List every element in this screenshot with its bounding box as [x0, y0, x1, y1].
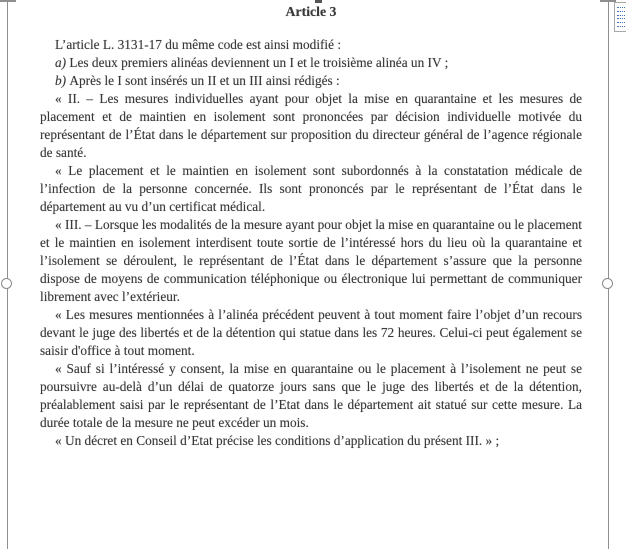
dotted-line	[617, 11, 626, 12]
paragraph-text: « Un décret en Conseil d’Etat précise les conditions d’application du présent III. » ;	[55, 433, 500, 448]
dotted-line	[617, 7, 626, 8]
dotted-line	[617, 18, 626, 19]
article-heading: Article 3	[285, 4, 337, 19]
paragraph-text: « II. – Les mesures individuelles ayant pour objet la mise en quarantaine et les mesures de placement et de maintien en isolement sont prononcées par décision individuelle motivée du représentant de l’État dans le département sur proposition du directeur général de l’agence régionale de santé.	[40, 91, 582, 160]
dotted-line	[617, 22, 626, 23]
document-page	[40, 3, 582, 450]
paragraph-item-b	[40, 72, 582, 90]
paragraph-decret	[40, 432, 582, 450]
dotted-text-lines-icon[interactable]	[614, 2, 626, 32]
paragraph-section-ii	[40, 90, 582, 162]
resize-handle-left-icon[interactable]	[1, 278, 12, 289]
paragraph-recours	[40, 306, 582, 360]
paragraph-section-iii	[40, 216, 582, 306]
paragraph-text: « Les mesures mentionnées à l’alinéa précédent peuvent à tout moment faire l’objet d’un recours devant le juge des libertés et de la détention qui statue dans les 72 heures. Celui-ci peut également se saisir d'office à tout moment.	[40, 307, 582, 358]
dotted-line	[617, 26, 626, 27]
paragraph-item-a	[40, 54, 582, 72]
paragraph-text: L’article L. 3131-17 du même code est ainsi modifié :	[55, 37, 342, 52]
selection-border-right	[608, 0, 609, 549]
paragraph-placement-isolement	[40, 162, 582, 216]
dotted-line	[617, 15, 626, 16]
paragraph-text: « Le placement et le maintien en isolement sont subordonnés à la constatation médicale de l’infection de la personne concernée. Ils sont prononcés par le représentant de l’État dans le département au vu d’un certificat médical.	[40, 163, 582, 214]
paragraph-text: « III. – Lorsque les modalités de la mesure ayant pour objet la mise en quarantaine ou le placement et le maintien en isolement interdisent toute sortie de l’intéressé hors du lieu où la quarantaine et l’isolement se déroulent, le représentant de l’État dans le département s’assure que la personne dispose de moyens de communication téléphonique ou électronique lui permettant de communiquer librement avec l’extérieur.	[40, 217, 582, 304]
paragraph-modification-intro	[40, 36, 582, 54]
paragraph-text: Les deux premiers alinéas deviennent un I et le troisième alinéa un IV ;	[69, 55, 449, 70]
selection-corner-top-left	[0, 0, 16, 2]
paragraph-sauf-consentement	[40, 360, 582, 432]
paragraph-text: Après le I sont insérés un II et un III ainsi rédigés :	[69, 73, 340, 88]
paragraph-text: « Sauf si l’intéressé y consent, la mise en quarantaine ou le placement à l’isolement ne peut se poursuivre au-delà d’un délai de quatorze jours sans que le juge des libertés et de la détention, préalablement saisi par le représentant de l’Etat dans le département ait statué sur cette mesure. La durée totale de la mesure ne peut excéder un mois.	[40, 361, 582, 430]
resize-handle-right-icon[interactable]	[602, 278, 613, 289]
selection-border-left	[7, 0, 8, 549]
paragraph-lead-b: b)	[55, 73, 70, 88]
paragraph-lead-a: a)	[55, 55, 70, 70]
